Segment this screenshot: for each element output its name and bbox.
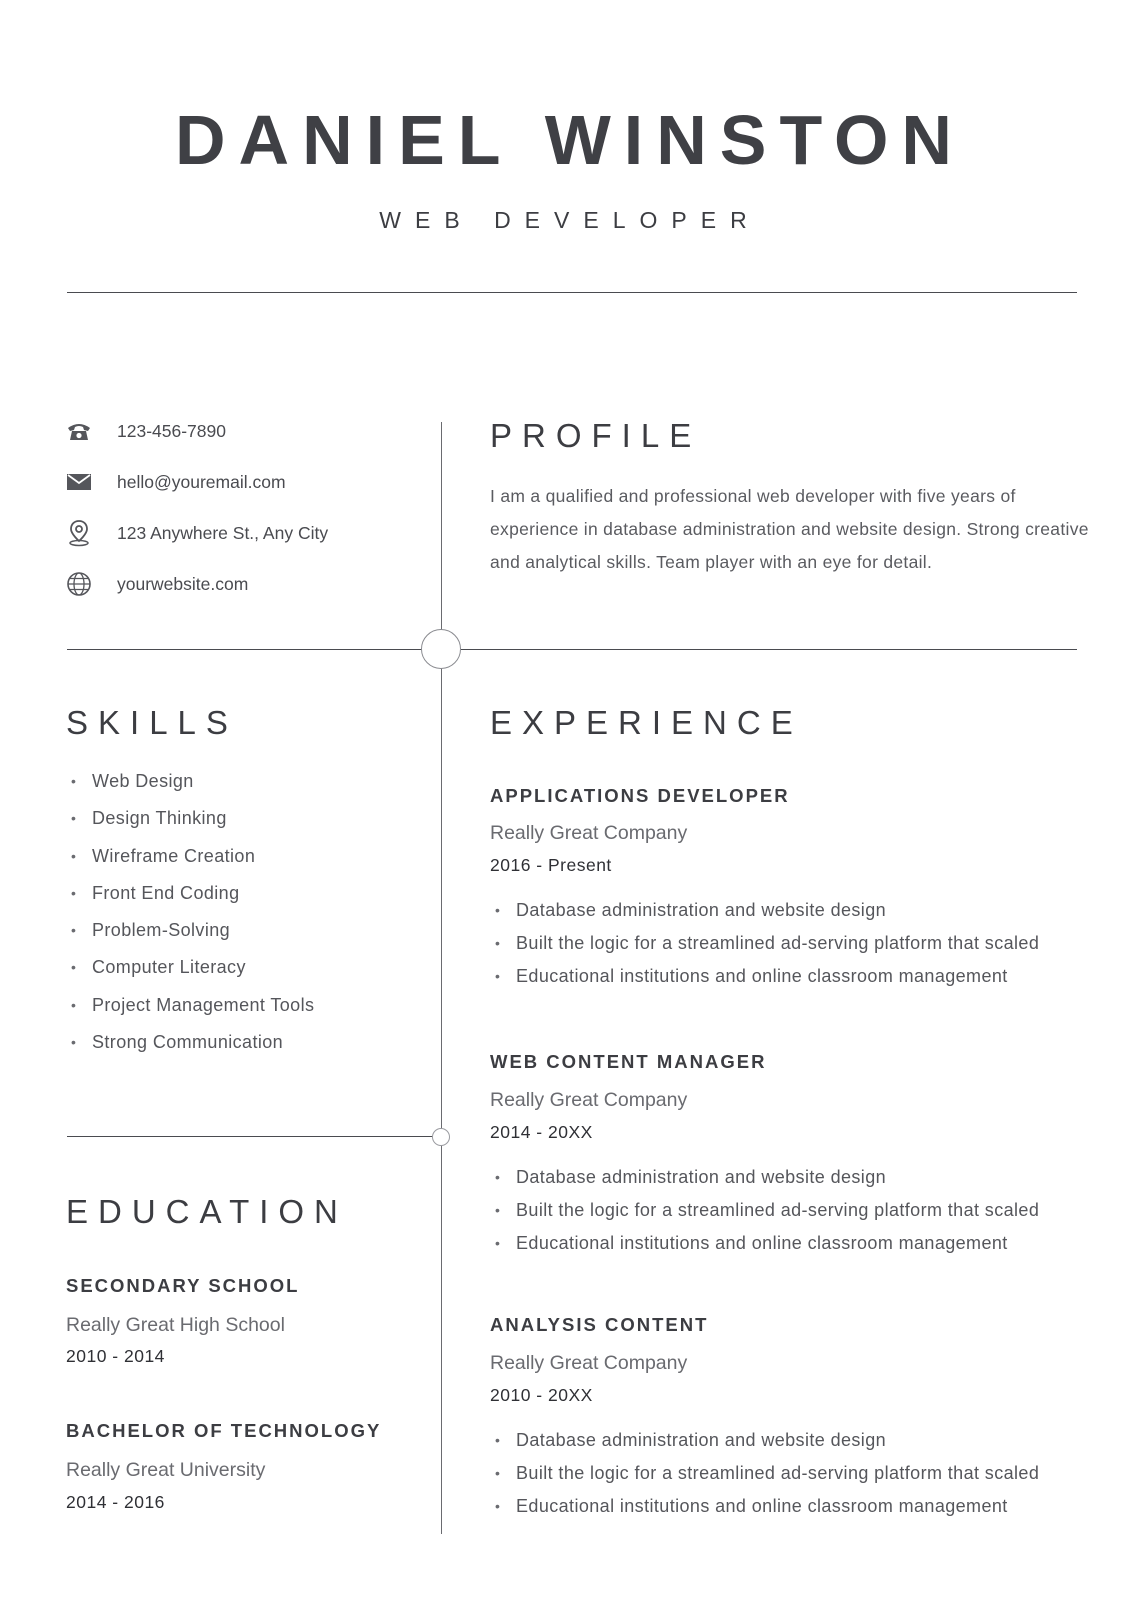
- profile-text: I am a qualified and professional web developer with five years of experience in database administration and website design. Strong creative and analytical skills. Team player with an eye for detail.: [490, 486, 1089, 572]
- duty-text: Database administration and website design: [516, 1430, 887, 1450]
- contact-address-text: 123 Anywhere St., Any City: [117, 522, 329, 543]
- skill-text: Design Thinking: [92, 808, 227, 829]
- job-title: WEB CONTENT MANAGER: [490, 1051, 767, 1072]
- duty-item: [490, 1429, 1039, 1462]
- skill-text: Web Design: [92, 771, 194, 791]
- job-company: Really Great Company: [490, 1352, 688, 1374]
- divider-junction-dot: [432, 1128, 450, 1146]
- duty-text: Database administration and website design: [516, 900, 887, 920]
- job-dates: 2014 - 20XX: [490, 1122, 593, 1142]
- contact-website: [66, 569, 248, 599]
- skill-text: Project Management Tools: [92, 994, 315, 1015]
- bullet-icon: •: [71, 922, 77, 939]
- bullet-icon: •: [71, 773, 77, 789]
- globe-icon: [66, 571, 92, 597]
- job-dates: 2016 - Present: [490, 855, 612, 875]
- resume-name: DANIEL WINSTON: [175, 101, 965, 179]
- job-title: APPLICATIONS DEVELOPER: [490, 785, 790, 806]
- job-dates: 2010 - 20XX: [490, 1385, 593, 1405]
- bullet-icon: •: [495, 1465, 501, 1481]
- skill-item: [66, 770, 314, 807]
- job-duties: [490, 1429, 1039, 1528]
- bullet-icon: •: [71, 847, 77, 864]
- skills-heading: SKILLS: [66, 704, 238, 741]
- bullet-icon: •: [71, 810, 77, 827]
- section-divider-right: [461, 649, 1077, 650]
- column-divider: [441, 422, 442, 1534]
- duty-item: [490, 1166, 1039, 1199]
- resume-job-title: WEB DEVELOPER: [379, 207, 761, 233]
- bullet-icon: •: [495, 1202, 501, 1218]
- skill-item: [66, 1031, 314, 1068]
- header-divider: [67, 292, 1077, 293]
- education-dates: 2014 - 2016: [66, 1492, 165, 1512]
- contact-phone-text: 123-456-7890: [117, 420, 226, 441]
- skill-text: Problem-Solving: [92, 920, 231, 941]
- skills-list: [66, 770, 314, 1068]
- job-duties: [490, 1166, 1039, 1265]
- location-pin-icon: [66, 520, 92, 546]
- contact-phone: [66, 416, 226, 446]
- contact-email: [66, 467, 286, 497]
- email-icon: [66, 469, 92, 495]
- contact-website-text: yourwebsite.com: [117, 573, 249, 594]
- education-school: Really Great High School: [66, 1314, 285, 1336]
- education-heading: EDUCATION: [66, 1193, 348, 1230]
- duty-item: [490, 1232, 1039, 1265]
- contact-address: [66, 518, 328, 548]
- profile-heading: PROFILE: [490, 417, 702, 454]
- skill-item: [66, 919, 314, 956]
- experience-heading: EXPERIENCE: [490, 704, 803, 741]
- bullet-icon: •: [495, 968, 501, 984]
- duty-text: Built the logic for a streamlined ad-serving platform that scaled: [516, 933, 1040, 953]
- duty-text: Database administration and website design: [516, 1167, 887, 1187]
- skill-text: Strong Communication: [92, 1032, 284, 1053]
- skill-item: [66, 807, 314, 844]
- duty-text: Educational institutions and online classroom management: [516, 1496, 1008, 1516]
- bullet-icon: •: [495, 1498, 501, 1514]
- job-company: Really Great Company: [490, 822, 688, 844]
- bullet-icon: •: [495, 1432, 501, 1448]
- duty-item: [490, 899, 1039, 932]
- duty-text: Educational institutions and online classroom management: [516, 1233, 1008, 1253]
- duty-item: [490, 1462, 1039, 1495]
- bullet-icon: •: [495, 1235, 501, 1251]
- education-school: Really Great University: [66, 1459, 266, 1481]
- bullet-icon: •: [495, 935, 501, 951]
- skill-item: [66, 956, 314, 993]
- duty-text: Built the logic for a streamlined ad-serving platform that scaled: [516, 1463, 1040, 1483]
- duty-item: [490, 965, 1039, 998]
- duty-text: Educational institutions and online classroom management: [516, 966, 1008, 986]
- job-title: ANALYSIS CONTENT: [490, 1314, 709, 1335]
- duty-text: Built the logic for a streamlined ad-serving platform that scaled: [516, 1200, 1040, 1220]
- education-dates: 2010 - 2014: [66, 1346, 165, 1366]
- bullet-icon: •: [495, 902, 501, 918]
- duty-item: [490, 1495, 1039, 1528]
- skill-item: [66, 845, 314, 882]
- job-duties: [490, 899, 1039, 998]
- divider-junction-circle: [421, 629, 461, 669]
- education-title: BACHELOR OF TECHNOLOGY: [66, 1420, 382, 1441]
- skill-text: Front End Coding: [92, 882, 240, 903]
- duty-item: [490, 932, 1039, 965]
- job-company: Really Great Company: [490, 1089, 688, 1111]
- skill-text: Computer Literacy: [92, 957, 246, 978]
- skills-education-divider: [67, 1136, 433, 1137]
- contact-email-text: hello@youremail.com: [117, 471, 286, 492]
- bullet-icon: •: [71, 959, 77, 976]
- duty-item: [490, 1199, 1039, 1232]
- bullet-icon: •: [71, 884, 77, 901]
- bullet-icon: •: [71, 996, 77, 1013]
- phone-icon: [66, 418, 92, 444]
- bullet-icon: •: [71, 1034, 77, 1051]
- skill-text: Wireframe Creation: [92, 845, 256, 866]
- skill-item: [66, 882, 314, 919]
- education-title: SECONDARY SCHOOL: [66, 1275, 300, 1296]
- bullet-icon: •: [495, 1169, 501, 1185]
- skill-item: [66, 994, 314, 1031]
- section-divider-left: [67, 649, 422, 650]
